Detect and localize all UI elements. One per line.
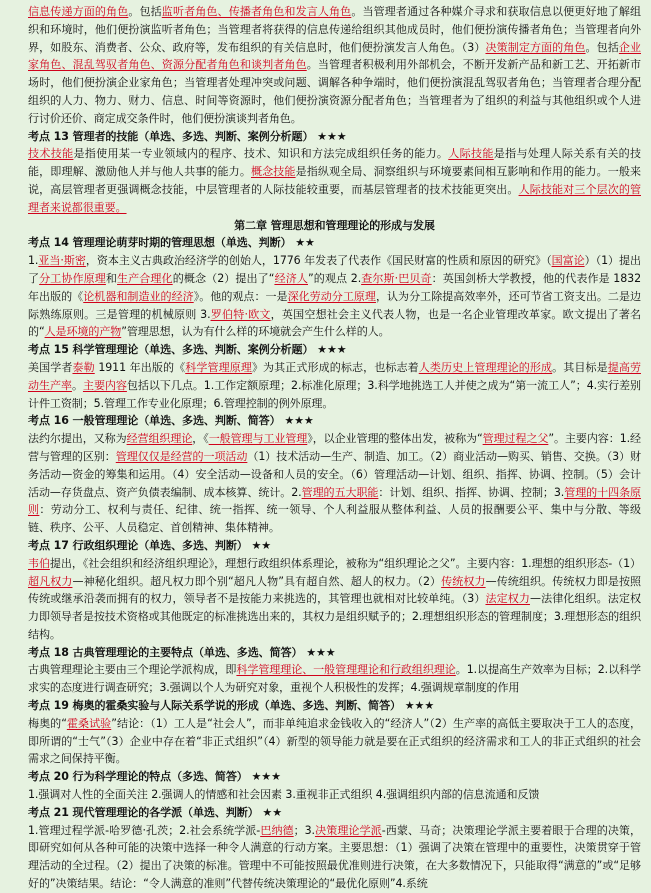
text-run: 是指纵观全局、洞察组织与环境要素间相互影响和作用的能力。一般来说，高层管理者更强调概念技能，中层管理者的人际技能较重要，而基层管理者的技术技能更突出。 — [28, 165, 641, 196]
heading-kp17 — [28, 537, 641, 555]
chapter-title: 第二章 管理思想和管理理论的形成与发展 — [234, 218, 435, 232]
text-run: 1.强调对人性的全面关注 2.强调人的情感和社会因素 3.重视非正式组织 4.强调组织内部的信息流通和反馈 — [28, 788, 540, 802]
highlighted-term: 经济人 — [274, 271, 308, 285]
text-run: ；3. — [293, 823, 315, 837]
text-run: 提出，《社会组织和经济组织理论》，理想行政组织体系理论，被称为“组织理论之父”。主要内容：1.理想的组织形态-（1） — [49, 556, 641, 570]
text-run: 。 — [71, 378, 83, 392]
text-run: ”的观点 2. — [308, 271, 362, 285]
para-kp16 — [28, 430, 641, 537]
text-run: 。包括 — [128, 5, 162, 18]
text-run: 考点 20 行为科学理论的特点（多选、简答） — [28, 770, 248, 784]
highlighted-term: 泰勒 — [72, 360, 95, 374]
highlighted-term: 超凡权力 — [28, 574, 73, 588]
text-run: 》。他的观点：一是 — [193, 289, 288, 303]
highlighted-term: 传统权力 — [441, 574, 486, 588]
heading-kp18 — [28, 644, 641, 662]
importance-stars: ★★★ — [284, 414, 314, 428]
text-run: 考点 16 一般管理理论（单选、多选、判断、简答） — [28, 414, 281, 428]
para-kp13 — [28, 145, 641, 216]
heading-kp16 — [28, 412, 641, 430]
text-run: 包括以下几点。1.工作定额原理；2.标准化原理；3.科学地挑选工人并使之成为“第一流工人”；4.实行差别计件工资制；5.管理工作专业化原理；6.管理控制的例外原理。 — [28, 378, 641, 410]
highlighted-term: 决策制定方面的角色 — [485, 40, 586, 54]
highlighted-term: 科学管理原理 — [185, 360, 252, 374]
highlighted-term: 管理的五大职能 — [301, 485, 379, 499]
highlighted-term: 企业家角色、混乱驾驭者角色、资源分配者角色和谈判者角色 — [28, 40, 641, 72]
heading-kp13 — [28, 128, 641, 146]
importance-stars: ★★ — [262, 805, 283, 819]
heading-kp14 — [28, 234, 641, 252]
text-run: ，英国空想社会主义代表人物，也是一名企业管理改革家。欧文提出了著名的“ — [28, 307, 641, 339]
text-run: ，认为分工除提高效率外，还可节省工资支出。二是边际熟练原则。三是管理的机械原则 3. — [28, 289, 641, 321]
text-run: ：计划、组织、指挥、协调、控制；3. — [378, 485, 565, 499]
text-run: 1911 年出版的《 — [94, 360, 186, 374]
text-run: ”管理思想，认为有什么样的环境就会产生什么样的人。 — [121, 325, 390, 339]
highlighted-term: 法定权力 — [485, 592, 530, 606]
heading-kp20 — [28, 768, 641, 786]
text-run: 考点 21 现代管理理论的各学派（单选、判断） — [28, 805, 259, 819]
highlighted-term: 科学管理理论、一般管理理论和行政组织理论 — [236, 663, 456, 677]
highlighted-term: 查尔斯·巴贝奇 — [361, 271, 432, 285]
para-kp19 — [28, 715, 641, 768]
text-run: 是指使用某一专业领域内的程序、技术、知识和方法完成组织任务的能力。 — [73, 147, 449, 161]
highlighted-term: 霍桑试验 — [66, 716, 112, 730]
highlighted-term: 国富论 — [551, 254, 585, 268]
heading-kp15 — [28, 341, 641, 359]
highlighted-term: 罗伯特·欧文 — [210, 307, 271, 321]
text-run: ，《 — [192, 432, 209, 446]
highlighted-term: 韦伯 — [28, 556, 50, 570]
text-run: 1.管理过程学派-哈罗德·孔茨；2.社会系统学派- — [28, 823, 261, 837]
para-kp21 — [28, 822, 641, 893]
highlighted-term: 深化劳动分工原理 — [287, 289, 376, 303]
importance-stars: ★★★ — [404, 699, 435, 713]
text-run: 。当管理者积极利用外部机会，不断开发新产品和新工艺、开拓新市场时，他们便扮演企业家角色；当管理者处理冲突或问题、调解各种争端时，他们便扮演混乱驾驭者角色；当管理者合理分配组织的人力、物力、财力、信息、时间等资源时，他们便扮演资源分配者角色；当管理者为了组织的利益与其他组织或个人进行讨价还价、商定成交条件时，他们便扮演谈判者角色。 — [28, 58, 641, 125]
highlighted-term: 监听者角色、传播者角色和发言人角色 — [161, 5, 352, 18]
heading-kp21 — [28, 804, 641, 822]
highlighted-term: 人际技能 — [448, 147, 494, 161]
highlighted-term: 管理过程之父 — [482, 432, 549, 446]
text-run: 考点 14 管理理论萌芽时期的管理思想（单选、判断） — [28, 236, 292, 250]
para-kp15 — [28, 359, 641, 412]
text-run: 和 — [105, 271, 118, 285]
text-run: 。当管理者通过各种媒介寻求和获取信息以便更好地了解组织和环境时，他们便扮演监听者角色；当管理者将获得的信息传递给组织其他成员时，他们便扮演传播者角色；当管理者向外界，如股东、消费者、公众、政府等，发布组织的有关信息时，他们便扮演发言人角色。（3） — [28, 5, 641, 54]
highlighted-term: 生产合理化 — [117, 271, 173, 285]
text-run: —神秘化组织。超凡权力即个别“超凡人物”具有超自然、超人的权力。（2） — [72, 574, 442, 588]
highlighted-term: 人类历史上管理理论的形成 — [418, 360, 553, 374]
importance-stars: ★★★ — [317, 129, 347, 143]
importance-stars: ★★★ — [317, 343, 347, 357]
text-run: 美国学者 — [28, 360, 73, 374]
text-run: 考点 18 古典管理理论的主要特点（单选、多选、简答） — [28, 645, 303, 659]
highlighted-term: 人是环境的产物 — [44, 325, 122, 339]
text-run: 》，以企业管理的整体出发，被称为“ — [307, 432, 483, 446]
text-run: ：劳动分工、权利与责任、纪律、统一指挥、统一领导、个人利益服从整体利益、人员的报酬要公平、集中与分散、等级链、秩序、公平、人员稳定、首创精神、集体精神。 — [28, 503, 641, 535]
text-run: 》为其正式形成的标志，也标志着 — [251, 360, 419, 374]
text-run: 。包括 — [585, 40, 619, 54]
importance-stars: ★★★ — [251, 770, 281, 784]
para-roles — [28, 3, 641, 128]
text-run: 考点 13 管理者的技能（单选、多选、判断、案例分析题） — [28, 129, 314, 143]
text-run: 。其目标是 — [552, 360, 608, 374]
highlighted-term: 决策理论学派 — [314, 823, 382, 837]
text-run: ：英国剑桥大学教授，他的代表作是 1832 年出版的《 — [28, 271, 642, 303]
importance-stars: ★★ — [251, 538, 272, 552]
highlighted-term: 提高劳动生产率 — [28, 360, 641, 392]
text-run: ”。主要内容：1.经营与管理的区别： — [28, 432, 641, 463]
highlighted-term: 管理的十四条原则 — [28, 485, 641, 517]
highlighted-term: 经营组织理论 — [126, 432, 193, 446]
heading-kp19 — [28, 697, 641, 715]
highlighted-term: 分工协作原理 — [39, 271, 106, 285]
highlighted-term: 论机器和制造业的经济 — [83, 289, 194, 303]
text-run: —法律化组织。法定权力即领导者是按技术资格或其他既定的标准挑选出来的，其权力是组织赋予的；2.理想组织形态的管理制度；3.理想形态的组织结构。 — [28, 592, 641, 641]
text-run: ”结论：（1）工人是“社会人”，而非单纯追求金钱收入的“经济人”（2）生产率的高低主要取决于工人的态度，即所谓的“士气”（3）企业中存在着“非正式组织”（4）新型的领导能力就是要在正式组织的经济需求和工人的非正式组织的社会需求之间保持平衡。 — [28, 716, 641, 766]
text-run: 考点 17 行政组织理论（单选、多选、判断） — [28, 538, 248, 552]
text-run: 古典管理理论主要由三个理论学派构成，即 — [28, 663, 237, 677]
highlighted-term: 巴纳德 — [260, 823, 294, 837]
text-run: 法约尔提出，又称为 — [28, 432, 127, 446]
highlighted-term: 主要内容 — [82, 378, 127, 392]
text-run: —传统组织。传统权力即是按照传统或继承沿袭而拥有的权力，领导者不是按能力来挑选的，其管理也就相对比较单纯。（3） — [28, 574, 641, 606]
highlighted-term: 信息传递方面的角色 — [28, 5, 129, 18]
text-run: ，资本主义古典政治经济学的创始人，1776 年发表了代表作《国民财富的性质和原因的研究》（ — [85, 254, 552, 268]
para-kp17 — [28, 555, 641, 644]
importance-stars: ★★ — [295, 236, 315, 250]
text-run: 的概念（2）提出了“ — [172, 271, 275, 285]
highlighted-term: 管理仅仅是经营的一项活动 — [115, 449, 248, 463]
text-run: 。1.以提高生产效率为目标；2.以科学求实的态度进行调查研究；3.强调以个人为研究对象，重视个人积极性的发挥；4.强调规章制度的作用 — [28, 663, 641, 695]
text-run: ）（1）提出了 — [28, 254, 642, 285]
text-run: -西蒙、马奇；决策理论学派主要着眼于合理的决策，即研究如何从各种可能的决策中选择一种令人满意的行动方案。主要思想：（1）强调了决策在管理中的重要性，决策贯穿于管理活动的全过程。（2）提出了决策的标准。管理中不可能按照最优准则进行决策，在大多数情况下，只能取得“满意的”或“足够好的”决策结果。结论：“令人满意的准则”代替传统决策理论的“最优化原则”4.系统 — [28, 823, 641, 891]
highlighted-term: 一般管理与工业管理 — [208, 432, 308, 446]
para-kp18 — [28, 661, 641, 697]
text-run: 考点 15 科学管理理论（单选、多选、判断、案例分析题） — [28, 343, 314, 357]
highlighted-term: 概念技能 — [250, 165, 296, 179]
para-kp14 — [28, 252, 641, 341]
text-run: 梅奥的“ — [28, 716, 67, 730]
highlighted-term: 亚当·斯密 — [38, 254, 86, 268]
importance-stars: ★★★ — [306, 645, 336, 659]
text-run: 1. — [28, 254, 39, 268]
para-kp20 — [28, 786, 641, 804]
text-run: 是指与处理人际关系有关的技能，即理解、激励他人并与他人共事的能力。 — [28, 147, 641, 179]
highlighted-term: 人际技能对三个层次的管理者来说都很重要。 — [28, 182, 641, 214]
highlighted-term: 技术技能 — [28, 147, 74, 161]
text-run: （1）技术活动—生产、制造、加工。（2）商业活动—购买、销售、交换。（3）财务活动—资金的筹集和运用。（4）安全活动—设备和人员的安全。（6）管理活动—计划、组织、指挥、协调、控制。（5）会计活动—存货盘点、资产负债表编制、成本核算、统计。2. — [28, 449, 641, 499]
text-run: 考点 19 梅奥的霍桑实验与人际关系学说的形成（单选、多选、判断、简答） — [28, 699, 401, 713]
